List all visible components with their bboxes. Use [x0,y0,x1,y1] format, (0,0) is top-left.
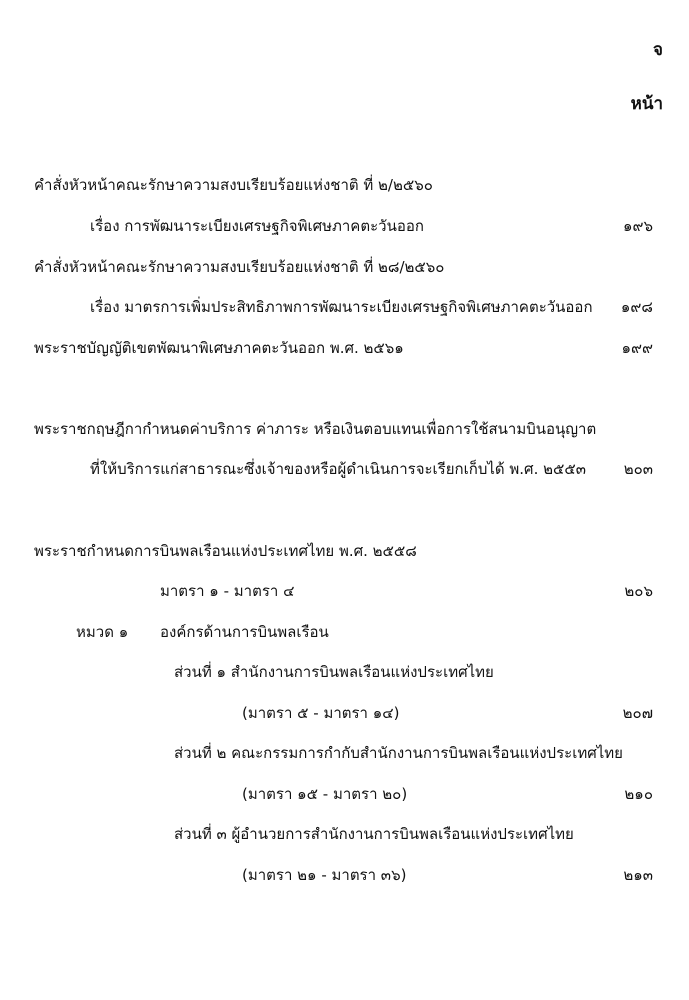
toc-entry-title: (มาตรา ๑๕ - มาตรา ๒๐) [242,785,408,803]
toc-page-number: ๑๙๖ [622,217,653,235]
page-column-header: หน้า [630,94,663,114]
toc-page-number: ๒๐๗ [622,704,653,722]
toc-entry [0,414,689,444]
toc-page-number: ๒๐๖ [624,582,653,600]
toc-entry-title: ที่ให้บริการแก่สาธารณะซึ่งเจ้าของหรือผู้ดำเนินการจะเรียกเก็บได้ พ.ศ. ๒๕๕๓ [90,460,586,478]
toc-entry [0,252,689,282]
toc-page-number: ๒๑๓ [623,866,653,884]
toc-entry [0,657,689,687]
toc-entry [0,292,689,322]
toc-entry-title: (มาตรา ๕ - มาตรา ๑๔) [242,704,400,722]
toc-entry-title: เรื่อง การพัฒนาระเบียงเศรษฐกิจพิเศษภาคตะวันออก [90,217,424,235]
toc-entry [0,536,689,566]
toc-entry-title: คำสั่งหัวหน้าคณะรักษาความสงบเรียบร้อยแห่งชาติ ที่ ๒/๒๕๖๐ [34,176,433,194]
toc-entry [0,617,689,647]
toc-entry [0,454,689,484]
toc-entry-title: คำสั่งหัวหน้าคณะรักษาความสงบเรียบร้อยแห่งชาติ ที่ ๒๘/๒๕๖๐ [34,258,445,276]
toc-entry-title: พระราชกำหนดการบินพลเรือนแห่งประเทศไทย พ.ศ. ๒๕๕๘ [34,542,417,560]
toc-entry-title: (มาตรา ๒๑ - มาตรา ๓๖) [242,866,407,884]
toc-entry-title: ส่วนที่ ๒ คณะกรรมการกำกับสำนักงานการบินพลเรือนแห่งประเทศไทย [174,744,623,762]
toc-entry [0,860,689,890]
toc-entry [0,698,689,728]
toc-page-number: ๒๑๐ [624,785,653,803]
toc-entry-title: มาตรา ๑ - มาตรา ๔ [160,582,295,600]
toc-entry [0,576,689,606]
toc-entry-title: พระราชกฤษฎีกากำหนดค่าบริการ ค่าภาระ หรือเงินตอบแทนเพื่อการใช้สนามบินอนุญาต [34,420,597,438]
toc-entry-title: องค์กรด้านการบินพลเรือน [160,623,329,641]
toc-page-number: ๒๐๓ [623,460,653,478]
toc-entry-title: พระราชบัญญัติเขตพัฒนาพิเศษภาคตะวันออก พ.ศ. ๒๕๖๑ [34,339,404,357]
toc-entry-title: ส่วนที่ ๓ ผู้อำนวยการสำนักงานการบินพลเรือนแห่งประเทศไทย [174,825,574,843]
toc-entry-title: ส่วนที่ ๑ สำนักงานการบินพลเรือนแห่งประเทศไทย [174,663,494,681]
toc-entry [0,333,689,363]
toc-entry [0,738,689,768]
toc-entry [0,819,689,849]
toc-entry [0,779,689,809]
toc-chapter-label: หมวด ๑ [76,623,129,641]
toc-page-number: ๑๙๘ [620,298,653,316]
toc-entry [0,170,689,200]
toc-entry [0,211,689,241]
toc-page-number: ๑๙๙ [621,339,653,357]
page-corner-label: จ [653,40,663,60]
toc-entry-title: เรื่อง มาตรการเพิ่มประสิทธิภาพการพัฒนาระเบียงเศรษฐกิจพิเศษภาคตะวันออก [90,298,593,316]
